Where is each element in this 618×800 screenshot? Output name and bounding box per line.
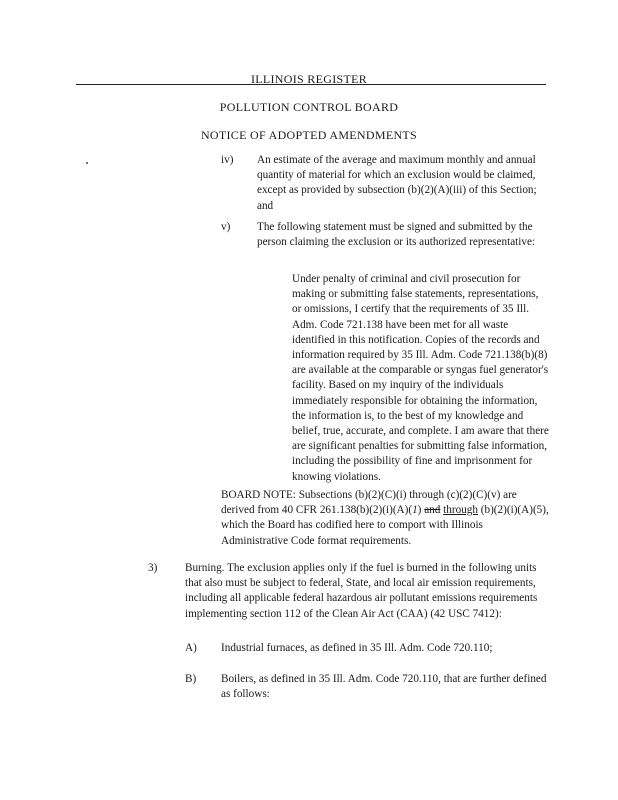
item-v-text: The following statement must be signed and submitted by the person claiming the exclusion or its authorized representative: [257,221,536,249]
header-rule [76,84,546,85]
scan-speck [86,162,88,164]
item-iv-text: An estimate of the average and maximum monthly and annual quantity of material for which an exclusion would be claimed, except as provided by subsection (b)(2)(A)(iii) of this Section; and [257,154,537,212]
board-note-underline: through [443,504,478,517]
item-B-text: Boilers, as defined in 35 Ill. Adm. Code 720.110, that are further defined as follows: [221,673,547,701]
item-B-label: B) [185,673,197,685]
register-title: ILLINOIS REGISTER [250,72,368,86]
section-3-label: 3) [148,562,158,574]
section-3-text: Burning. The exclusion applies only if the fuel is burned in the following units that also must be subject to federal, State, and local air emission requirements, including all applicable federal hazardous air pollutant emissions requirements implementing section 112 of the Clean Air Act (CAA) (42 USC 7412): [185,562,538,620]
item-iv-label: iv) [221,154,234,166]
board-title: POLLUTION CONTROL BOARD [219,100,399,114]
item-v-label: v) [221,221,231,233]
notice-title: NOTICE OF ADOPTED AMENDMENTS [200,128,418,142]
board-note-text-1: BOARD NOTE: Subsections (b)(2)(C)(i) through (c)(2)(C)(v) are derived from 40 CFR 261.138(b)(2)(i)(A)( [221,489,517,517]
board-note-text-3: (b)(2)(i)(A)(5), which the Board has codified here to comport with Illinois Administrative Code format requirements. [221,504,549,547]
item-A-label: A) [185,642,197,654]
board-note-text-2: ) [417,504,425,517]
board-note-italic: 1 [412,504,418,517]
item-A-text: Industrial furnaces, as defined in 35 Ill. Adm. Code 720.110; [221,642,493,654]
board-note-strikeout: and [424,504,441,517]
board-note [221,488,551,549]
certification-statement: Under penalty of criminal and civil prosecution for making or submitting false statements, representations, or omissions, I certify that the requirements of 35 Ill. Adm. Code 721.138 have been met for all waste identified in this notification. Copies of the records and information required by 35 Ill. Adm. Code 721.138(b)(8) are available at the comparable or syngas fuel generator's facility. Based on my inquiry of the individuals immediately responsible for obtaining the information, the information is, to the best of my knowledge and belief, true, accurate, and complete. I am aware that there are significant penalties for submitting false information, including the possibility of fine and imprisonment for knowing violations. [292,273,549,483]
